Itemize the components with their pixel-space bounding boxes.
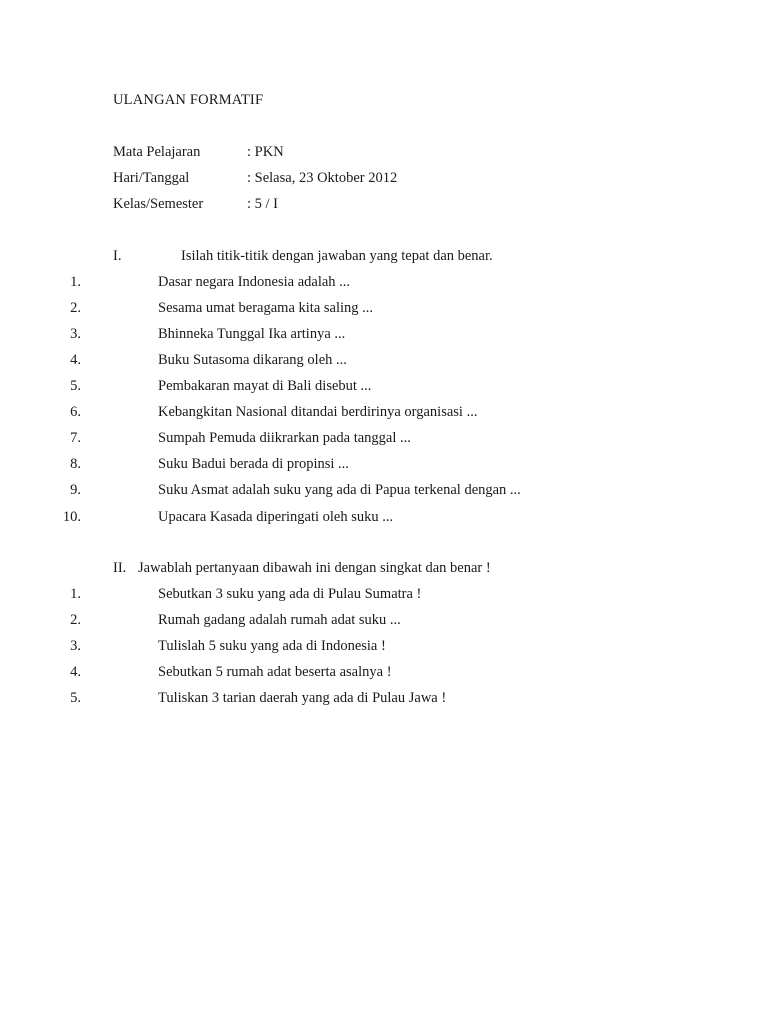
section-1-heading (113, 247, 673, 265)
item-text: Sebutkan 3 suku yang ada di Pulau Sumatra ! (158, 586, 422, 602)
list-item (0, 611, 700, 629)
section-2-heading (113, 559, 673, 577)
item-text: Suku Badui berada di propinsi ... (158, 456, 349, 472)
item-number: 1. (70, 274, 81, 290)
list-item (0, 273, 700, 291)
list-item (0, 455, 700, 473)
section-instruction: Jawablah pertanyaan dibawah ini dengan singkat dan benar ! (138, 560, 491, 576)
list-item (0, 481, 700, 499)
list-item (0, 299, 700, 317)
item-number: 5. (70, 378, 81, 394)
item-text: Pembakaran mayat di Bali disebut ... (158, 378, 372, 394)
info-value: : PKN (247, 144, 284, 160)
list-item (0, 585, 700, 603)
item-text: Rumah gadang adalah rumah adat suku ... (158, 612, 401, 628)
list-item (0, 637, 700, 655)
item-number: 2. (70, 300, 81, 316)
item-text: Kebangkitan Nasional ditandai berdirinya organisasi ... (158, 404, 478, 420)
item-number: 3. (70, 326, 81, 342)
list-item (0, 351, 700, 369)
item-number: 5. (70, 690, 81, 706)
info-value: : 5 / I (247, 196, 279, 212)
item-number: 4. (70, 664, 81, 680)
item-text: Tulislah 5 suku yang ada di Indonesia ! (158, 638, 386, 654)
info-label: Hari/Tanggal (113, 170, 190, 186)
item-number: 3. (70, 638, 81, 654)
item-text: Tuliskan 3 tarian daerah yang ada di Pulau Jawa ! (158, 690, 447, 706)
item-number: 7. (70, 430, 81, 446)
info-label: Mata Pelajaran (113, 144, 201, 160)
section-numeral: I. (113, 248, 122, 264)
item-number: 10. (62, 509, 81, 525)
info-label: Kelas/Semester (113, 196, 204, 212)
item-number: 1. (70, 586, 81, 602)
item-text: Suku Asmat adalah suku yang ada di Papua terkenal dengan ... (158, 482, 521, 498)
list-item (0, 403, 700, 421)
info-value: : Selasa, 23 Oktober 2012 (247, 170, 398, 186)
list-item (0, 689, 700, 707)
list-item (0, 377, 700, 395)
item-number: 8. (70, 456, 81, 472)
document-title: ULANGAN FORMATIF (113, 92, 264, 108)
list-item (0, 429, 700, 447)
item-text: Bhinneka Tunggal Ika artinya ... (158, 326, 346, 342)
item-text: Sesama umat beragama kita saling ... (158, 300, 374, 316)
item-number: 9. (70, 482, 81, 498)
item-number: 4. (70, 352, 81, 368)
item-text: Upacara Kasada diperingati oleh suku ... (158, 509, 394, 525)
item-text: Dasar negara Indonesia adalah ... (158, 274, 351, 290)
item-text: Sumpah Pemuda diikrarkan pada tanggal ... (158, 430, 411, 446)
info-row-subject (113, 143, 613, 161)
list-item (0, 663, 700, 681)
item-text: Sebutkan 5 rumah adat beserta asalnya ! (158, 664, 392, 680)
item-text: Buku Sutasoma dikarang oleh ... (158, 352, 347, 368)
info-row-class (113, 195, 613, 213)
list-item (0, 508, 700, 526)
section-numeral: II. (113, 560, 127, 576)
list-item (0, 325, 700, 343)
item-number: 2. (70, 612, 81, 628)
info-row-date (113, 169, 613, 187)
item-number: 6. (70, 404, 81, 420)
section-instruction: Isilah titik-titik dengan jawaban yang tepat dan benar. (181, 248, 493, 264)
